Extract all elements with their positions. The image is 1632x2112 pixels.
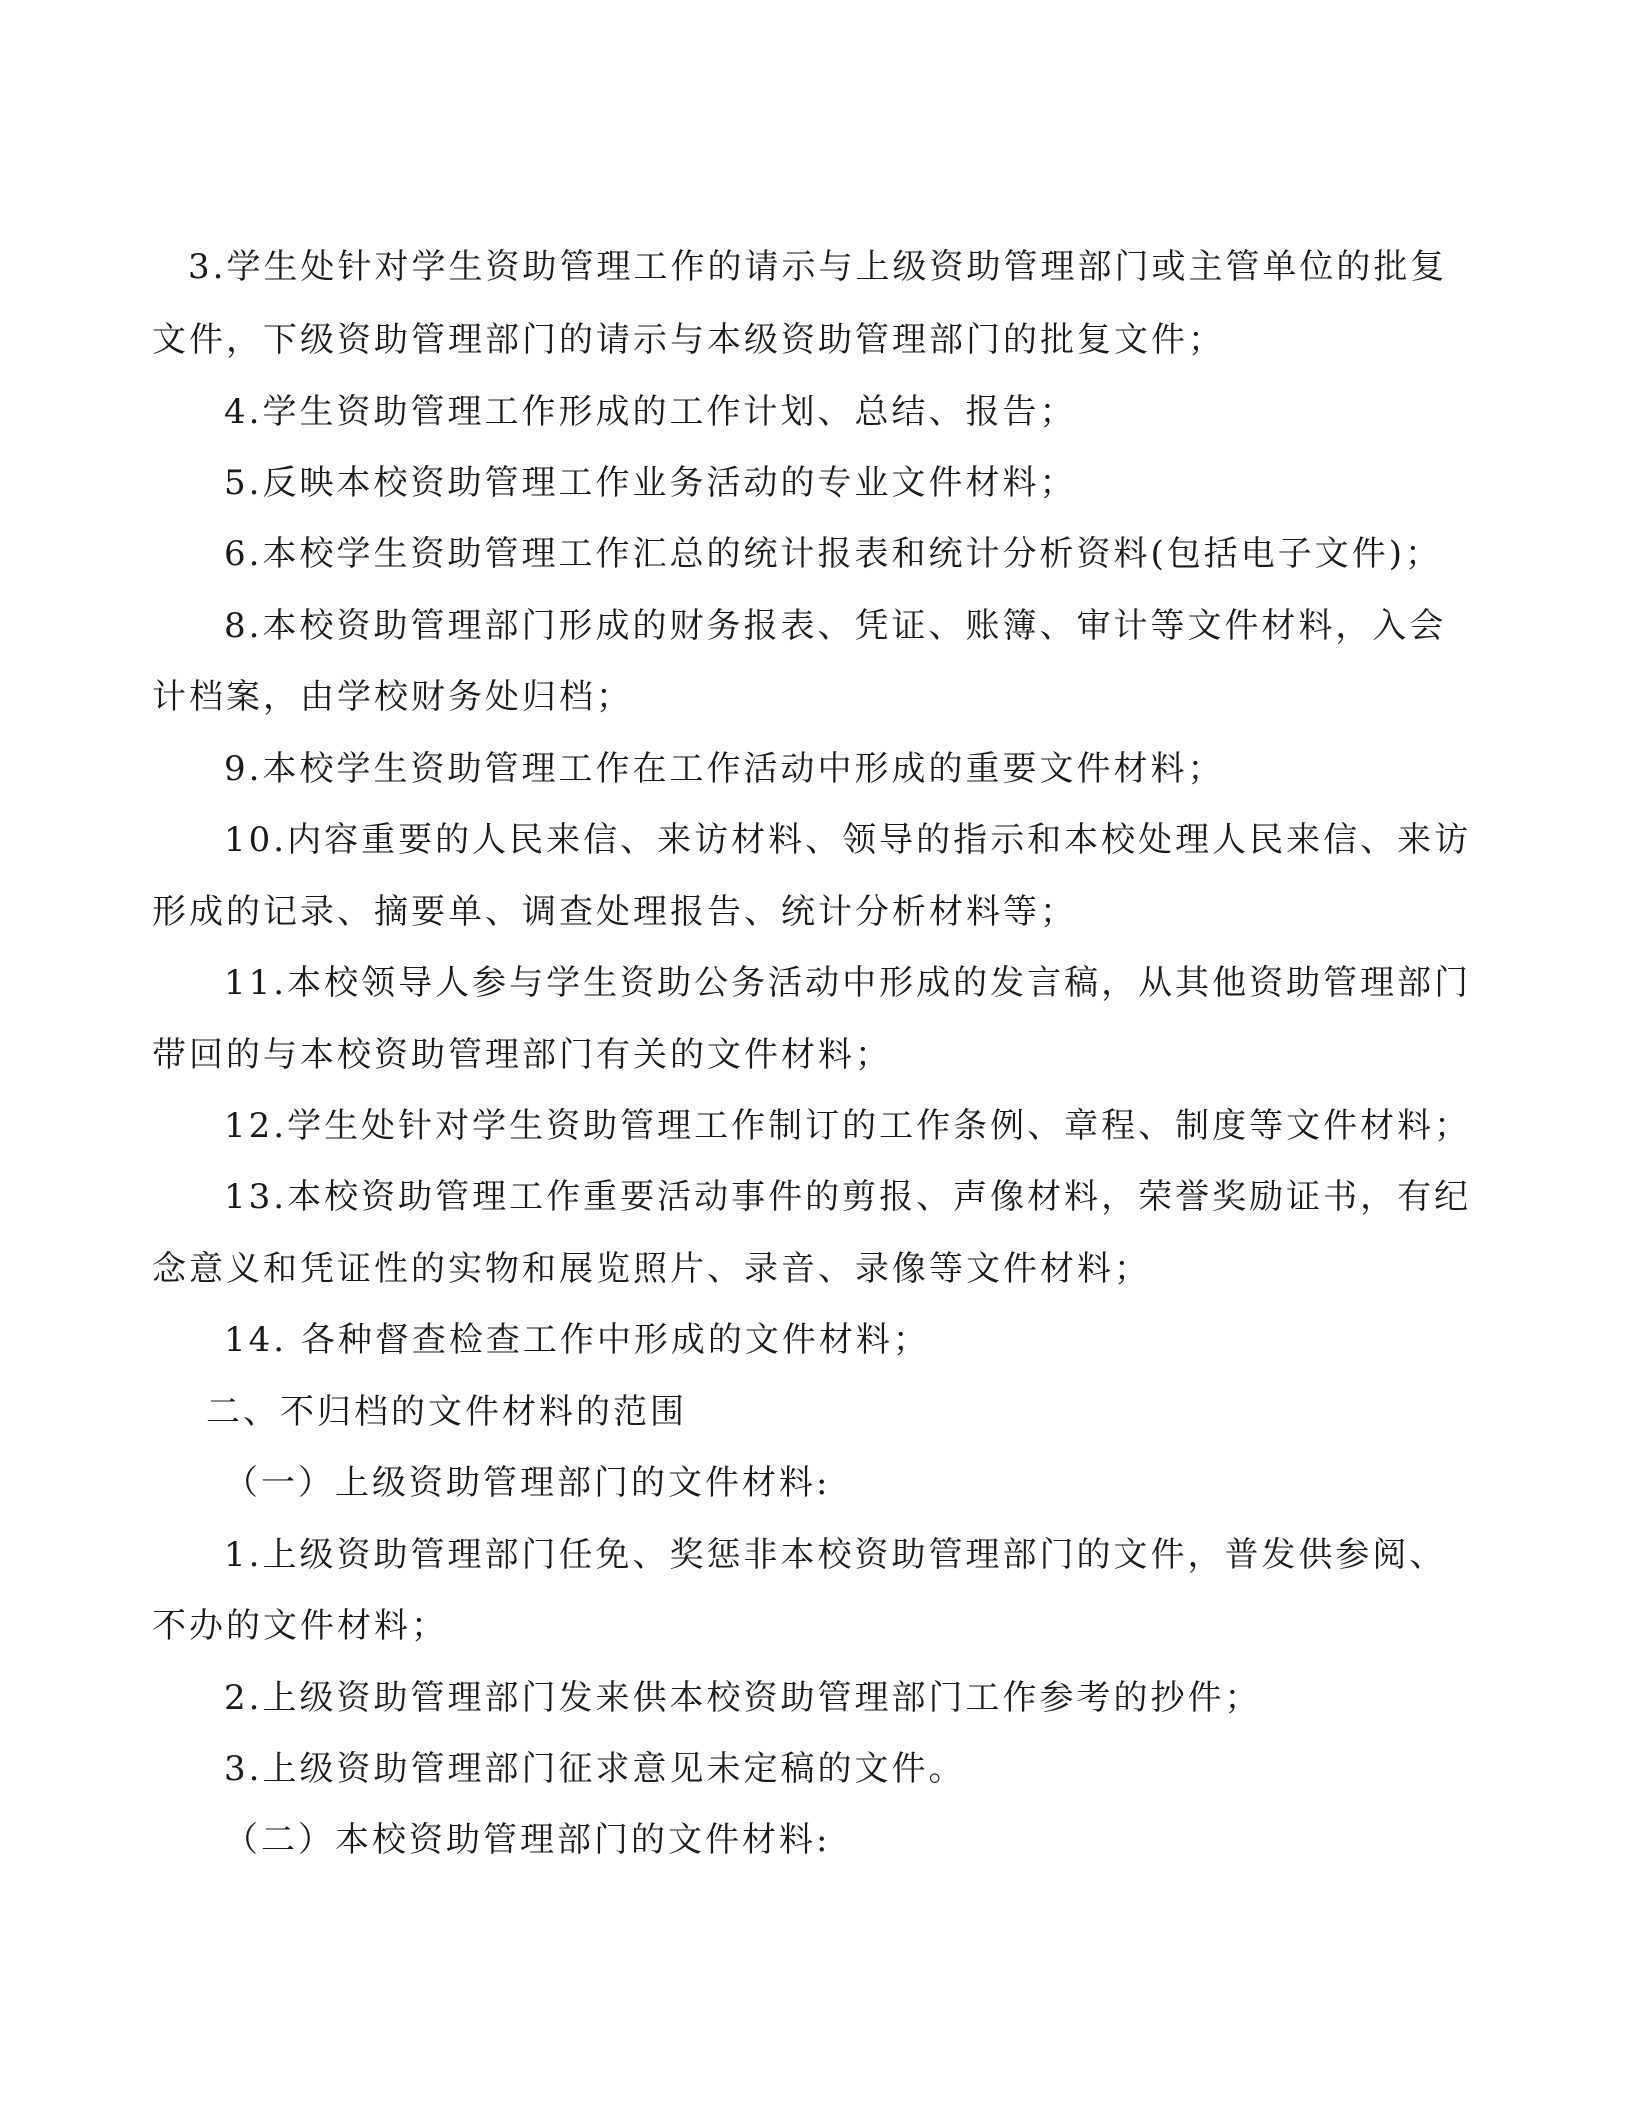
section-heading: 二、不归档的文件材料的范围 — [206, 1392, 687, 1432]
list-item-6: 6.本校学生资助管理工作汇总的统计报表和统计分析资料(包括电子文件)； — [224, 534, 1442, 574]
subsection-heading-1: （一）上级资助管理部门的文件材料: — [224, 1463, 831, 1503]
list-item-14: 14. 各种督查检查工作中形成的文件材料； — [224, 1320, 930, 1360]
list-item-11-continued: 带回的与本校资助管理部门有关的文件材料； — [152, 1035, 892, 1075]
list-item-10-continued: 形成的记录、摘要单、调查处理报告、统计分析材料等； — [152, 892, 1077, 932]
list-item-5: 5.反映本校资助管理工作业务活动的专业文件材料； — [224, 463, 1077, 503]
subsection-heading-2: （二）本校资助管理部门的文件材料: — [224, 1820, 831, 1860]
sub-item-1-continued: 不办的文件材料； — [152, 1606, 448, 1646]
list-item-12: 12.学生处针对学生资助管理工作制订的工作条例、章程、制度等文件材料； — [224, 1106, 1472, 1146]
list-item-3-continued: 文件，下级资助管理部门的请示与本级资助管理部门的批复文件； — [152, 320, 1225, 360]
list-item-3: 3.学生处针对学生资助管理工作的请示与上级资助管理部门或主管单位的批复 — [188, 247, 1448, 287]
list-item-11: 11.本校领导人参与学生资助公务活动中形成的发言稿，从其他资助管理部门 — [224, 963, 1472, 1003]
list-item-8-continued: 计档案，由学校财务处归档； — [152, 677, 633, 717]
list-item-10: 10.内容重要的人民来信、来访材料、领导的指示和本校处理人民来信、来访 — [224, 820, 1472, 860]
sub-item-1: 1.上级资助管理部门任免、奖惩非本校资助管理部门的文件，普发供参阅、 — [224, 1535, 1447, 1575]
list-item-13-continued: 念意义和凭证性的实物和展览照片、录音、录像等文件材料； — [152, 1249, 1151, 1289]
sub-item-3: 3.上级资助管理部门征求意见未定稿的文件。 — [224, 1749, 966, 1789]
sub-item-2: 2.上级资助管理部门发来供本校资助管理部门工作参考的抄件； — [224, 1678, 1262, 1718]
list-item-13: 13.本校资助管理工作重要活动事件的剪报、声像材料，荣誉奖励证书，有纪 — [224, 1177, 1472, 1217]
list-item-4: 4.学生资助管理工作形成的工作计划、总结、报告； — [224, 392, 1077, 432]
list-item-9: 9.本校学生资助管理工作在工作活动中形成的重要文件材料； — [224, 749, 1225, 789]
list-item-8: 8.本校资助管理部门形成的财务报表、凭证、账簿、审计等文件材料，入会 — [224, 606, 1447, 646]
